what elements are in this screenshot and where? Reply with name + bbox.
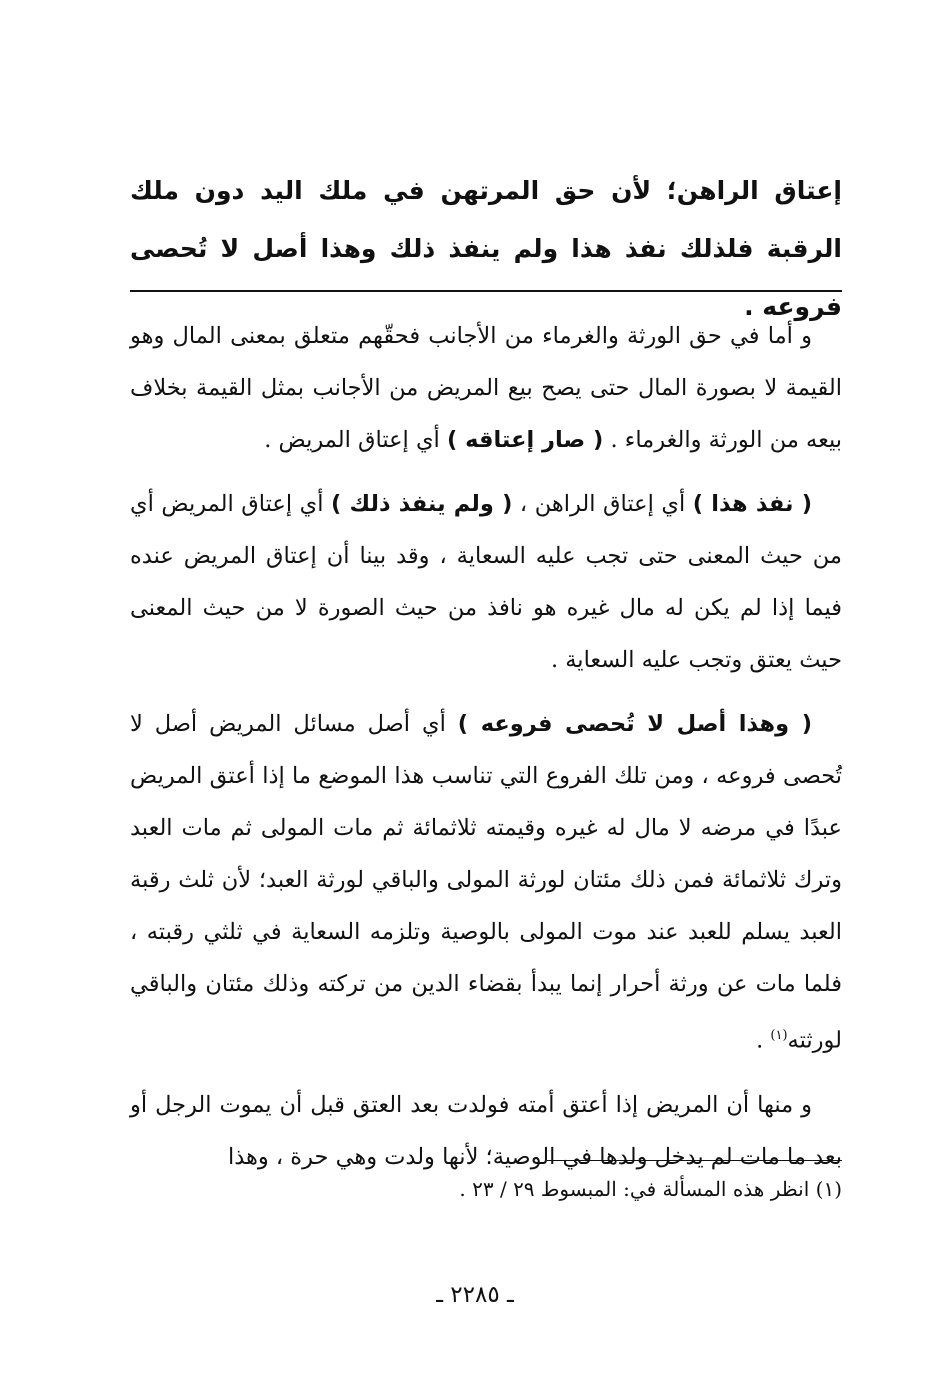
commentary-text: و منها أن المريض إذا أعتق أمته فولدت بعد العتق قبل أن يموت الرجل أو بعد ما مات لم يدخل ولدها في الوصية؛ لأنها ولدت وهي حرة ، وهذا [130, 1091, 842, 1170]
book-page [130, 0, 842, 1375]
matn-paragraph: إعتاق الراهن؛ لأن حق المرتهن في ملك اليد دون ملك الرقبة فلذلك نفذ هذا ولم ينفذ ذلك وهذا أصل لا تُحصى فروعه . [130, 176, 842, 321]
page-number: ـ ٢٢٨٥ ـ [436, 1282, 514, 1308]
commentary-paragraph-3 [130, 698, 842, 1067]
footnote-reference[interactable]: (١) [770, 1028, 788, 1043]
quoted-matn: ( وهذا أصل لا تُحصى فروعه ) [457, 711, 813, 737]
commentary-text-block [130, 310, 842, 1195]
quoted-matn: ( نفذ هذا ) [692, 491, 812, 517]
commentary-paragraph-2 [130, 478, 842, 686]
commentary-text: أي إعتاق المريض أي من حيث المعنى حتى تجب عليه السعاية ، وقد بينا أن إعتاق المريض عنده فيما إذا لم يكن له مال غيره هو نافذ من حيث الصورة لا من حيث المعنى حيث يعتق وتجب عليه السعاية . [130, 491, 842, 673]
commentary-text: و أما في حق الورثة والغرماء من الأجانب فحقّهم متعلق بمعنى المال وهو القيمة لا بصورة المال حتى يصح بيع المريض من الأجانب بمثل القيمة بخلاف بيعه من الورثة والغرماء . [130, 323, 842, 453]
quoted-matn: ( صار إعتاقه ) [446, 427, 604, 453]
commentary-text: أي إعتاق الراهن ، [519, 491, 686, 517]
footnote: (١) انظر هذه المسألة في: المبسوط ٢٩ / ٢٣ . [459, 1177, 842, 1201]
quoted-matn: ( ولم ينفذ ذلك ) [331, 491, 513, 517]
commentary-paragraph-1 [130, 310, 842, 466]
commentary-paragraph-4 [130, 1079, 842, 1183]
matn-separator-line [130, 290, 842, 292]
footnote-separator-line [547, 1160, 842, 1161]
commentary-text: . [756, 1027, 771, 1054]
commentary-text: أي إعتاق المريض . [264, 427, 440, 453]
commentary-text: أي أصل مسائل المريض أصل لا تُحصى فروعه ، ومن تلك الفروع التي تناسب هذا الموضع ما إذا أعتق المريض عبدًا في مرضه لا مال له غيره وقيمته ثلاثمائة ثم مات المولى ثم مات العبد وترك ثلاثمائة فمن ذلك مئتان لورثة المولى والباقي لورثة العبد؛ لأن ثلث رقبة العبد يسلم للعبد عند موت المولى بالوصية وتلزمه السعاية في ثلثي رقبته ، فلما مات عن ورثة أحرار إنما يبدأ بقضاء الدين من تركته وذلك مئتان والباقي لورثته [130, 711, 842, 1054]
